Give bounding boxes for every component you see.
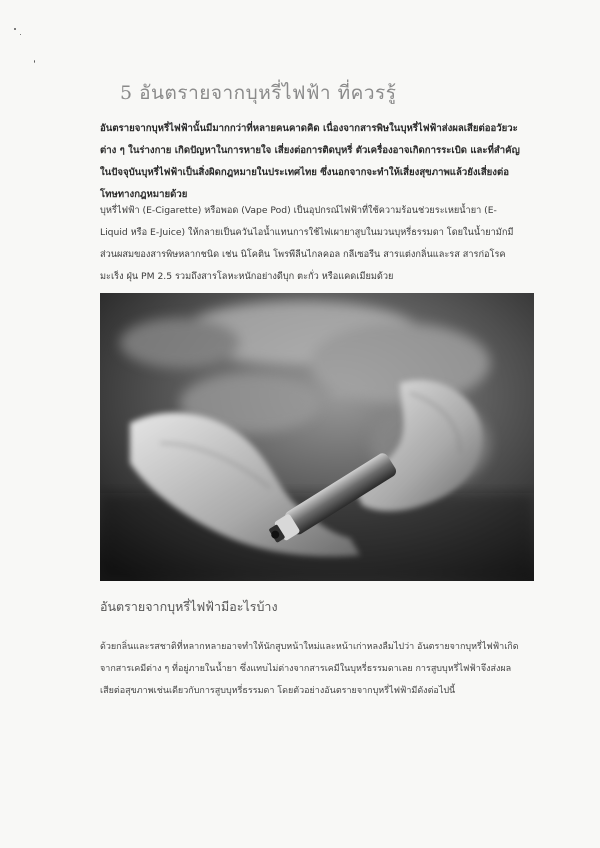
definition-paragraph: บุหรี่ไฟฟ้า (E-Cigarette) หรือพอด (Vape Pod) เป็นอุปกรณ์ไฟฟ้าที่ใช้ความร้อนช่วยระเหยน้ำยา (E-Liquid หรือ E-Juice) ให้กลายเป็นควันไอน้ำแทนการใช้ไฟเผายาสูบในมวนบุหรี่ธรรมดา โดยในน้ำยามักมีส่วนผสมของสารพิษหลากชนิด เช่น นิโคติน โพรพีลีนไกลคอล กลีเซอรีน สารแต่งกลิ่นและรส สารก่อโรคมะเร็ง ฝุ่น PM 2.5 รวมถึงสารโลหะหนักอย่างดีบุก ตะกั่ว หรือแคดเมียมด้วย [100,205,514,282]
section-subheading: อันตรายจากบุหรี่ไฟฟ้ามีอะไรบ้าง [100,599,278,614]
closing-paragraph: ด้วยกลิ่นและรสชาติที่หลากหลายอาจทำให้นักสูบหน้าใหม่และหน้าเก่าหลงลืมไปว่า อันตรายจากบุหรี่ไฟฟ้าเกิดจากสารเคมีต่าง ๆ ที่อยู่ภายในน้ำยา ซึ่งแทบไม่ต่างจากสารเคมีในบุหรี่ธรรมดาเลย การสูบบุหรี่ไฟฟ้าจึงส่งผลเสียต่อสุขภาพเช่นเดียวกับการสูบบุหรี่ธรรมดา โดยตัวอย่างอันตรายจากบุหรี่ไฟฟ้ามีดังต่อไปนี้ [100,642,519,696]
intro-paragraph: อันตรายจากบุหรี่ไฟฟ้านั้นมีมากกว่าที่หลายคนคาดคิด เนื่องจากสารพิษในบุหรี่ไฟฟ้าส่งผลเสียต่ออวัยวะต่าง ๆ ในร่างกาย เกิดปัญหาในการหายใจ เสี่ยงต่อการติดบุหรี่ ตัวเครื่องอาจเกิดการระเบิด และที่สำคัญ ในปัจจุบันบุหรี่ไฟฟ้าเป็นสิ่งผิดกฎหมายในประเทศไทย ซึ่งนอกจากจะทำให้เสี่ยงสุขภาพแล้วยังเสี่ยงต่อโทษทางกฎหมายด้วย [100,123,520,200]
page-title: 5 อันตรายจากบุหรี่ไฟฟ้า ที่ควรรู้ [120,82,397,104]
vape-photo-icon [100,293,534,581]
